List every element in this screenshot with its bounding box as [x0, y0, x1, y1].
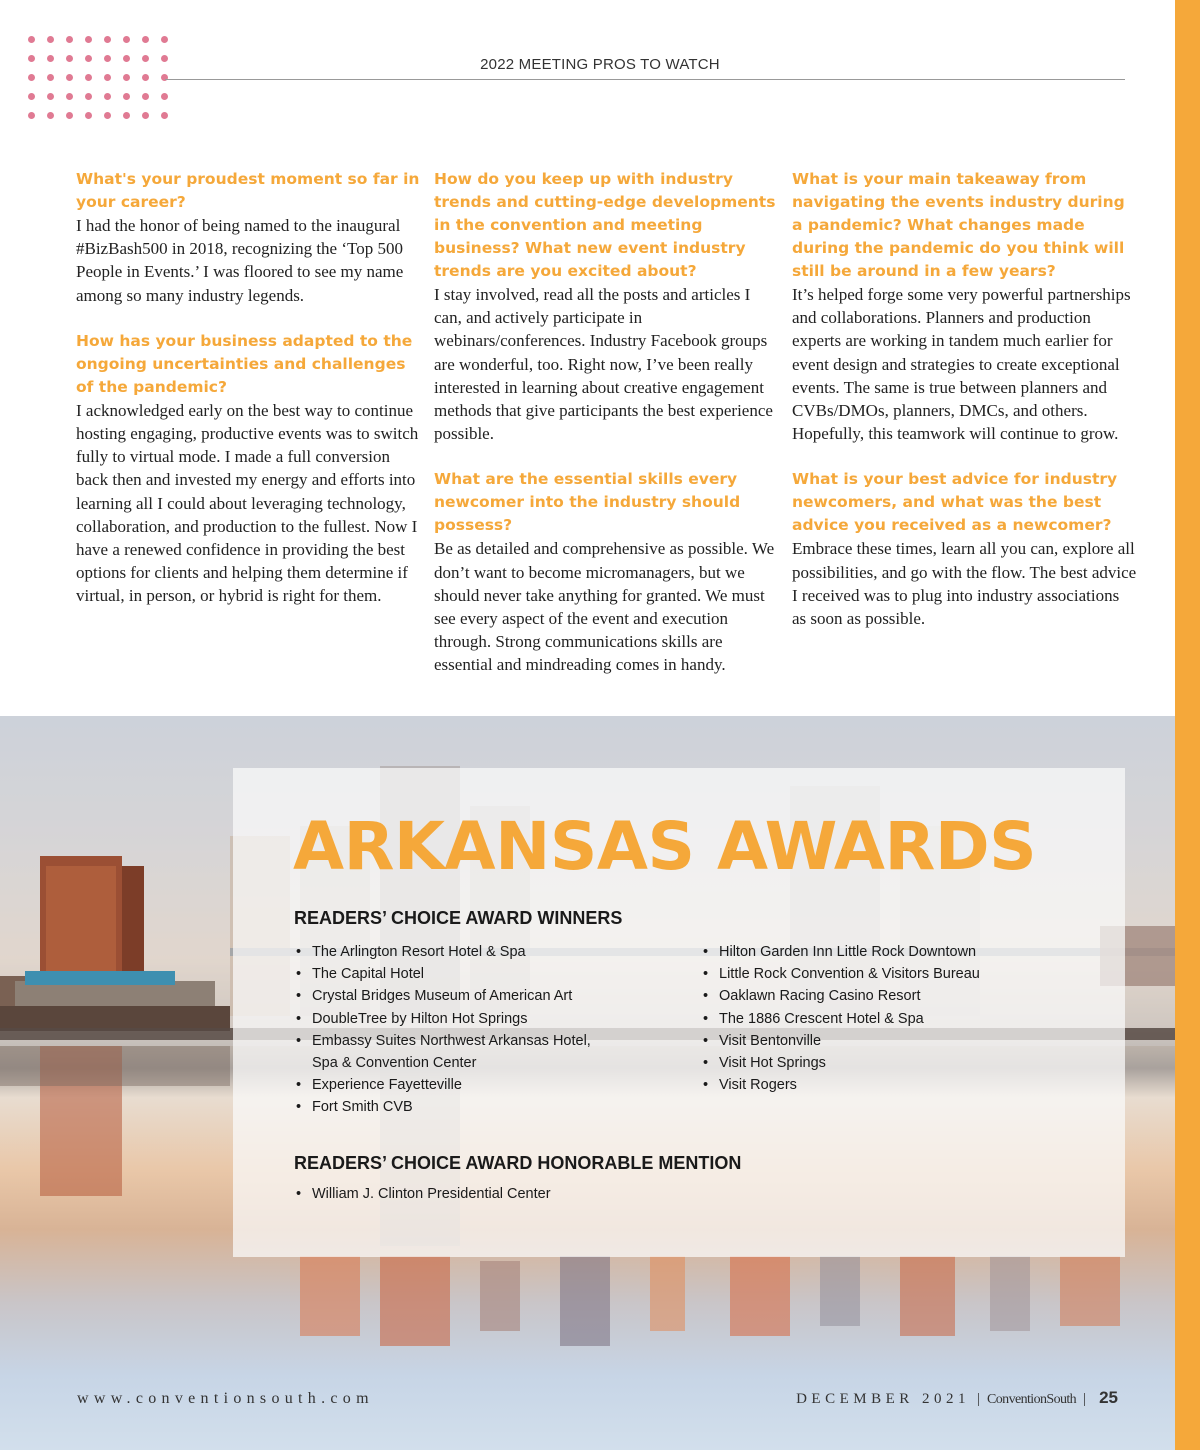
- list-item: • Embassy Suites Northwest Arkansas Hotel,: [296, 1030, 686, 1052]
- question: What's your proudest moment so far in your career?: [76, 170, 420, 211]
- list-item: • Visit Rogers: [703, 1074, 1103, 1096]
- answer: I acknowledged early on the best way to continue hosting engaging, productive events was to switch fully to virtual mode. I made a full conversion back then and invested my energy and efforts into learning all I could about leveraging technology, collaboration, and production to the fullest. Now I have a renewed confidence in providing the best options for clients and helping them determine if virtual, in person, or hybrid is right for them.: [76, 400, 419, 606]
- magazine-name: ConventionSouth: [987, 1392, 1077, 1407]
- dot: [28, 93, 35, 100]
- dot: [104, 36, 111, 43]
- dot: [66, 93, 73, 100]
- question: What is your best advice for industry newcomers, and what was the best advice you received as a newcomer?: [792, 470, 1118, 535]
- list-item: • Hilton Garden Inn Little Rock Downtown: [703, 941, 1103, 963]
- dot: [28, 74, 35, 81]
- dot: [123, 36, 130, 43]
- decorative-dot-grid: [28, 36, 178, 126]
- footer-folio: DECEMBER 2021 | ConventionSouth | 25: [796, 1388, 1118, 1407]
- section-header: 2022 MEETING PROS TO WATCH: [480, 56, 720, 73]
- dot: [142, 74, 149, 81]
- header-rule: [165, 79, 1125, 80]
- answer: Embrace these times, learn all you can, explore all possibilities, and go with the flow. The best advice I received was to plug into industry associations as soon as possible.: [792, 539, 1137, 629]
- dot: [47, 112, 54, 119]
- dot: [47, 74, 54, 81]
- dot: [85, 112, 92, 119]
- page-number: 25: [1099, 1388, 1118, 1407]
- page-edge-bar: [1175, 0, 1200, 1450]
- issue-date: DECEMBER 2021: [796, 1391, 971, 1407]
- dot: [161, 93, 168, 100]
- dot: [161, 36, 168, 43]
- question: How do you keep up with industry trends and cutting-edge developments in the convention and meeting business? What new event industry trends are you excited about?: [434, 170, 776, 280]
- dot: [104, 93, 111, 100]
- list-item: • Experience Fayetteville: [296, 1074, 686, 1096]
- list-item: • Visit Hot Springs: [703, 1052, 1103, 1074]
- answer: It’s helped forge some very powerful partnerships and collaborations. Planners and production experts are working in tandem much earlier for event design and strategies to create exceptional events. The same is true between planners and CVBs/DMOs, planners, DMCs, and others. Hopefully, this teamwork will continue to grow.: [792, 285, 1131, 444]
- dot: [85, 36, 92, 43]
- dot: [66, 74, 73, 81]
- dot: [104, 112, 111, 119]
- winners-heading: READERS’ CHOICE AWARD WINNERS: [294, 908, 623, 928]
- dot: [85, 74, 92, 81]
- dot: [142, 112, 149, 119]
- answer: I stay involved, read all the posts and articles I can, and actively participate in webinars/conferences. Industry Facebook groups are wonderful, too. Right now, I’ve been really interested in learning about creative engagement methods that give participants the best experience possible.: [434, 285, 773, 444]
- dot: [47, 36, 54, 43]
- dot: [161, 112, 168, 119]
- qa-column-1: [76, 168, 421, 631]
- list-item-continued: Spa & Convention Center: [312, 1055, 477, 1072]
- dot: [123, 93, 130, 100]
- list-item: • The Arlington Resort Hotel & Spa: [296, 941, 686, 963]
- awards-title: ARKANSAS AWARDS: [293, 808, 1037, 885]
- dot: [123, 74, 130, 81]
- question: How has your business adapted to the ongoing uncertainties and challenges of the pandemic?: [76, 331, 413, 396]
- dot: [142, 93, 149, 100]
- dot: [142, 36, 149, 43]
- list-item: • The 1886 Crescent Hotel & Spa: [703, 1008, 1103, 1030]
- list-item: • Crystal Bridges Museum of American Art: [296, 985, 686, 1007]
- question: What is your main takeaway from navigating the events industry during a pandemic? What changes made during the pandemic do you think will still be around in a few years?: [792, 170, 1125, 280]
- dot: [47, 93, 54, 100]
- dot: [28, 112, 35, 119]
- question: What are the essential skills every newcomer into the industry should possess?: [434, 470, 741, 535]
- dot: [104, 74, 111, 81]
- list-item: • Fort Smith CVB: [296, 1096, 686, 1118]
- dot: [28, 36, 35, 43]
- qa-column-3: [792, 168, 1137, 653]
- list-item: • DoubleTree by Hilton Hot Springs: [296, 1008, 686, 1030]
- qa-column-2: [434, 168, 779, 700]
- honorable-heading: READERS’ CHOICE AWARD HONORABLE MENTION: [294, 1153, 742, 1173]
- list-item: • Visit Bentonville: [703, 1030, 1103, 1052]
- winners-list-left: [296, 941, 686, 1119]
- dot: [123, 112, 130, 119]
- dot: [66, 36, 73, 43]
- winners-list-right: [703, 941, 1103, 1096]
- answer: I had the honor of being named to the inaugural #BizBash500 in 2018, recognizing the ‘Top 500 People in Events.’ I was floored to see my name among so many industry legends.: [76, 216, 404, 305]
- list-item: • William J. Clinton Presidential Center: [296, 1183, 796, 1205]
- list-item: • Little Rock Convention & Visitors Bureau: [703, 963, 1103, 985]
- dot: [66, 112, 73, 119]
- list-item: • The Capital Hotel: [296, 963, 686, 985]
- footer-url: www.conventionsouth.com: [77, 1390, 374, 1407]
- answer: Be as detailed and comprehensive as possible. We don’t want to become micromanagers, but we should never take anything for granted. We must see every aspect of the event and execution through. Strong communications skills are essential and mindreading comes in handy.: [434, 539, 775, 675]
- honorable-list: [296, 1183, 796, 1205]
- dot: [85, 93, 92, 100]
- list-item: • Oaklawn Racing Casino Resort: [703, 985, 1103, 1007]
